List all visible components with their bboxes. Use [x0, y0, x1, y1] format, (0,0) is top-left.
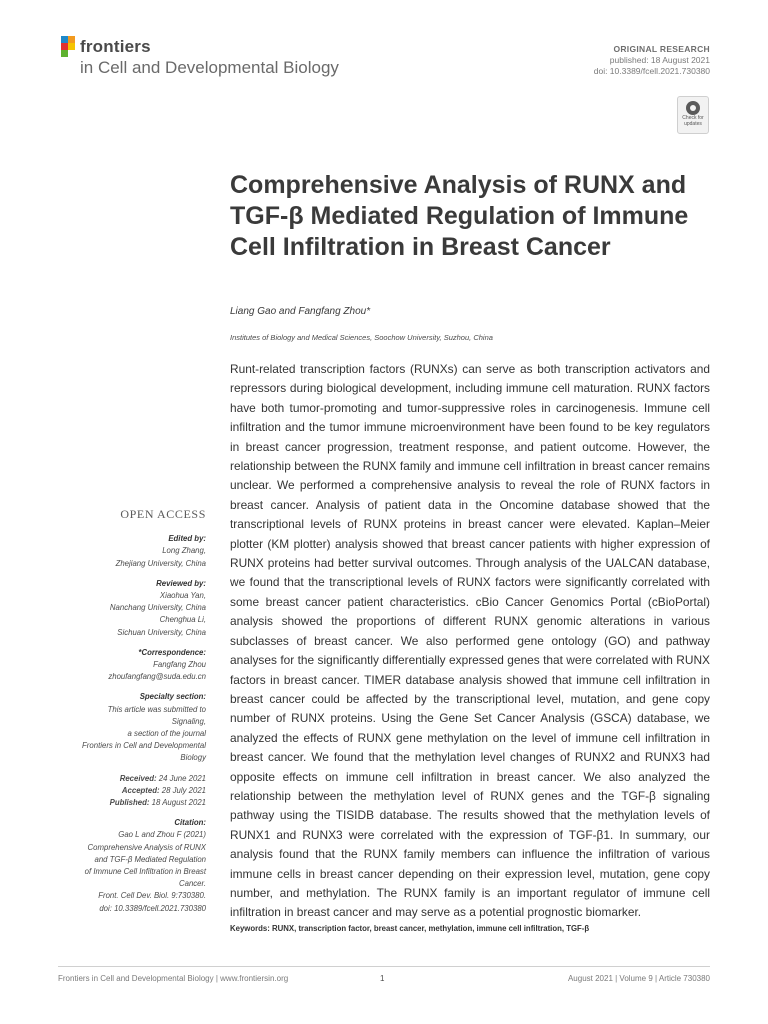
edited-by-section [58, 533, 206, 570]
published-date: published: 18 August 2021 [609, 55, 710, 65]
accepted-label: Accepted: [121, 785, 160, 795]
published-date-sidebar [58, 797, 206, 809]
citation-line: Comprehensive Analysis of RUNX [87, 842, 206, 852]
specialty-line: This article was submitted to [107, 704, 206, 714]
correspondent-email[interactable]: zhoufangfang@suda.edu.cn [108, 672, 206, 682]
received-label: Received: [119, 773, 157, 783]
reviewer-affiliation: Sichuan University, China [117, 627, 206, 637]
frontiers-logo-icon [58, 34, 80, 60]
specialty-line: Signaling, [171, 716, 206, 726]
citation-line: Gao L and Zhou F (2021) [118, 830, 206, 840]
citation-section [58, 817, 206, 915]
article-title: Comprehensive Analysis of RUNX and TGF-β Mediated Regulation of Immune Cell Infiltration in Breast Cancer [230, 171, 689, 261]
reviewer-name: Chenghua Li, [159, 615, 206, 625]
specialty-line: Biology [180, 753, 206, 763]
editor-affiliation: Zhejiang University, China [115, 558, 206, 568]
page-number: 1 [380, 974, 385, 983]
article-doi[interactable]: doi: 10.3389/fcell.2021.730380 [593, 66, 710, 76]
keywords: Keywords: RUNX, transcription factor, breast cancer, methylation, immune cell infiltration, TGF-β [230, 924, 590, 933]
check-for-updates-button[interactable] [677, 96, 709, 134]
correspondent-name: Fangfang Zhou [153, 660, 206, 670]
citation-line: Cancer. [178, 879, 206, 889]
article-authors: Liang Gao and Fangfang Zhou* [230, 306, 371, 317]
specialty-heading: Specialty section: [139, 692, 206, 702]
reviewed-by-section [58, 578, 206, 639]
article-sidebar [58, 508, 206, 923]
footer-issue-info: August 2021 | Volume 9 | Article 730380 [567, 974, 710, 983]
published-value: 18 August 2021 [151, 798, 206, 808]
citation-line: of Immune Cell Infiltration in Breast [84, 867, 206, 877]
specialty-section [58, 691, 206, 764]
author-affiliation: Institutes of Biology and Medical Sciences, Soochow University, Suzhou, China [230, 333, 493, 342]
check-updates-icon [686, 101, 700, 115]
article-type: ORIGINAL RESEARCH [613, 44, 710, 54]
correspondence-section [58, 647, 206, 684]
footer-divider [58, 966, 710, 967]
brand-name: frontiers [80, 37, 151, 56]
check-updates-label-2: updates [684, 120, 702, 127]
correspondence-heading: *Correspondence: [138, 647, 206, 657]
journal-name: in Cell and Developmental Biology [80, 58, 339, 77]
edited-by-heading: Edited by: [168, 534, 206, 544]
citation-line: and TGF-β Mediated Regulation [94, 854, 206, 864]
specialty-line: Frontiers in Cell and Developmental [82, 741, 206, 751]
article-meta [594, 44, 710, 77]
check-updates-label-1: Check for [682, 115, 704, 121]
dates-section [58, 773, 206, 810]
journal-logo [58, 34, 358, 84]
received-value: 24 June 2021 [158, 773, 206, 783]
reviewer-affiliation: Nanchang University, China [109, 603, 206, 613]
citation-heading: Citation: [174, 818, 206, 828]
abstract-text: Runt-related transcription factors (RUNXs) can serve as both transcription activators and repressors during biological development, including immune cell maturation. RUNX factors have both tumor-promoting and tumor-suppressive roles in carcinogenesis. Immune cell infiltration and the tumor immune microenvironment have been found to be key regulators in breast cancer progression, treatment response, and patient outcome. However, the relationship between the RUNX family and immune cell infiltration in breast cancer remains unclear. We performed a comprehensive analysis to reveal the role of RUNX factors in breast cancer. Analysis of patient data in the Oncomine database showed that the transcriptional levels of RUNX proteins in breast cancer were elevated. Kaplan–Meier plotter (KM plotter) analysis showed that breast cancer patients with higher expression of RUNX proteins had better survival outcomes. Through analysis of the UALCAN database, we found that the transcriptional levels of RUNX factors were significantly correlated with some breast cancer patient characteristics. cBio Cancer Genomics Portal (cBioPortal) analysis showed the proportions of different RUNX genomic alterations in various subclasses of breast cancer. We also performed gene ontology (GO) and pathway analyses for the significantly differentially expressed genes that were correlated with RUNX factors in breast cancer. TIMER database analysis showed that immune cell infiltration in breast cancer could be affected by the transcriptional level, mutation, and gene copy number of RUNX proteins. Using the Gene Set Cancer Analysis (GSCA) database, we analyzed the effects of RUNX gene methylation on the level of immune cell infiltration in breast cancer. We found that the methylation level changes of RUNX2 and RUNX3 had opposite effects on immune cell infiltration in breast cancer. We also analyzed the relationship between the methylation level of RUNX genes and the TGF-β signaling pathway using the TISIDB database. The results showed that the methylation levels of RUNX1 and RUNX3 were correlated with the expression of TGF-β1. In summary, our analysis found that the RUNX family members can influence the infiltration of various immune cells in breast cancer depending on their expression level, mutation, gene copy number, and methylation. The RUNX family is an important regulator of immune cell infiltration in breast cancer and may serve as a potential prognostic biomarker. [230, 362, 710, 920]
footer-journal-link[interactable]: Frontiers in Cell and Developmental Biology | www.frontiersin.org [58, 974, 289, 983]
accepted-date [58, 785, 206, 797]
open-access-label: OPEN ACCESS [120, 507, 206, 521]
published-label: Published: [109, 798, 150, 808]
editor-name: Long Zhang, [162, 546, 206, 556]
received-date [58, 773, 206, 785]
specialty-line: a section of the journal [127, 729, 206, 739]
citation-line: Front. Cell Dev. Biol. 9:730380. [98, 891, 206, 901]
citation-doi[interactable]: doi: 10.3389/fcell.2021.730380 [99, 903, 206, 913]
accepted-value: 28 July 2021 [161, 785, 206, 795]
reviewer-name: Xiaohua Yan, [159, 591, 206, 601]
reviewed-by-heading: Reviewed by: [156, 578, 206, 588]
